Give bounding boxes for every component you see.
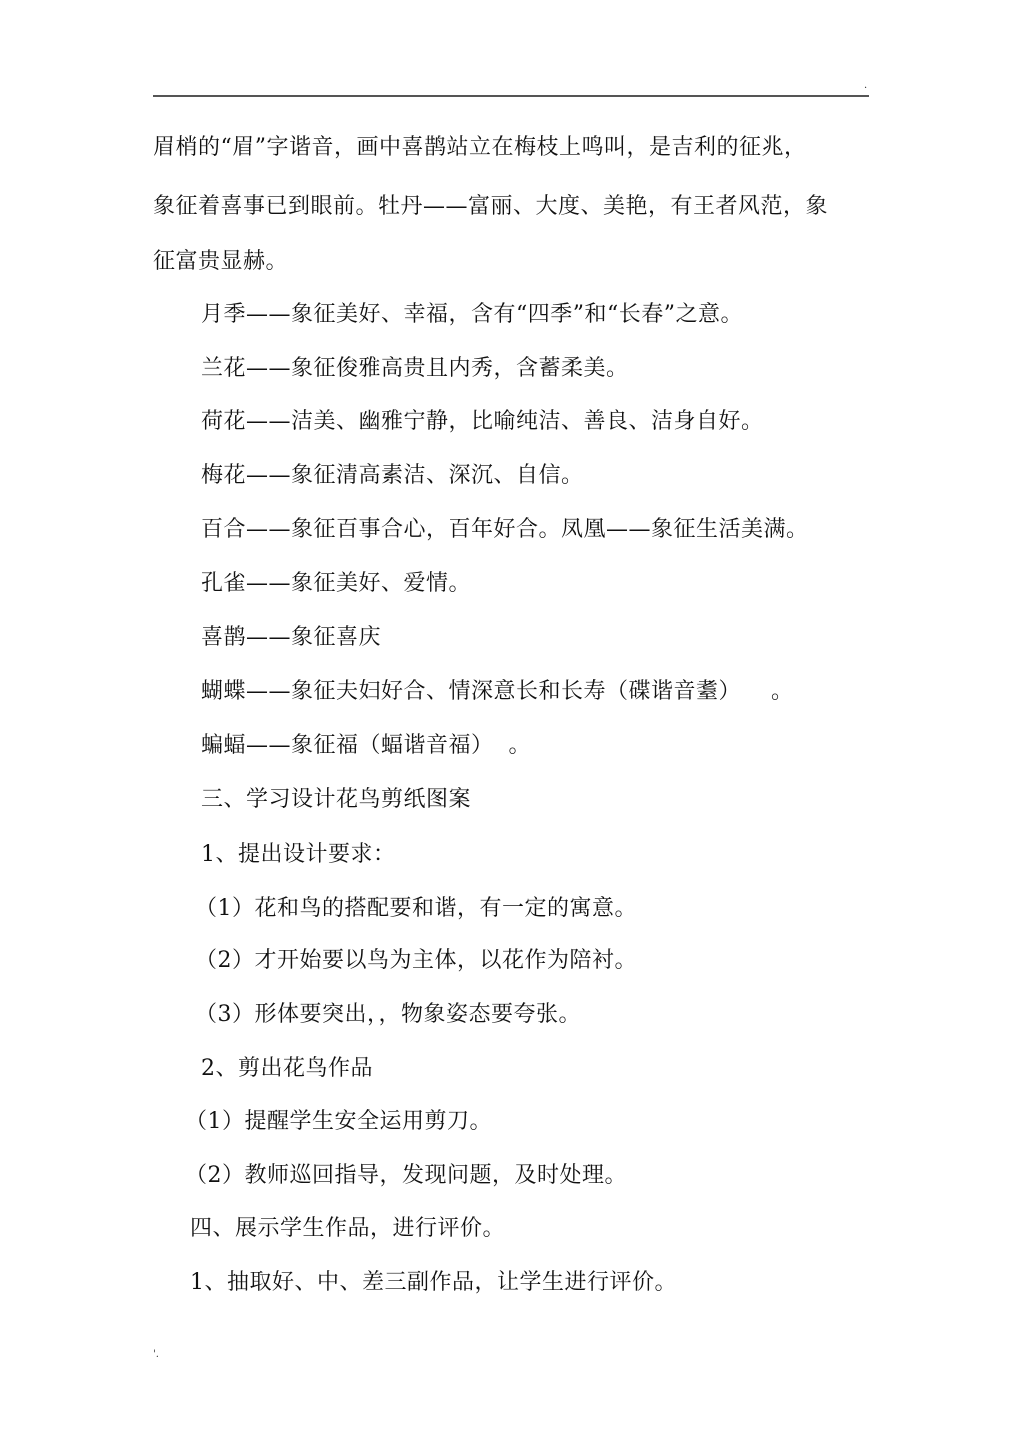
symbol-line: 孔雀——象征美好、爱情。 bbox=[201, 571, 472, 596]
step-one-title: 1、提出设计要求： bbox=[201, 842, 396, 867]
symbol-line: 蝙蝠——象征福（蝠谐音福） 。 bbox=[201, 733, 531, 758]
evaluation-step: 1、抽取好、中、差三副作品，让学生进行评价。 bbox=[190, 1270, 677, 1295]
corner-mark-top: · bbox=[864, 83, 868, 94]
paragraph-intro-line: 征富贵显赫。 bbox=[153, 249, 289, 274]
symbol-line: 荷花——洁美、幽雅宁静，比喻纯洁、善良、洁身自好。 bbox=[201, 409, 764, 434]
requirement-item: （3）形体要突出，，物象姿态要夸张。 bbox=[195, 1002, 581, 1027]
section-four-title: 四、展示学生作品，进行评价。 bbox=[190, 1216, 506, 1241]
symbol-line: 喜鹊——象征喜庆 bbox=[201, 625, 382, 650]
header-rule bbox=[153, 95, 869, 97]
cutting-item: （2）教师巡回指导，发现问题，及时处理。 bbox=[185, 1163, 627, 1188]
cutting-item: （1）提醒学生安全运用剪刀。 bbox=[185, 1109, 492, 1134]
symbol-line: 蝴蝶——象征夫妇好合、情深意长和长寿（碟谐音耋） 。 bbox=[201, 679, 794, 704]
step-two-title: 2、剪出花鸟作品 bbox=[201, 1056, 373, 1081]
requirement-item: （2）才开始要以鸟为主体，以花作为陪衬。 bbox=[195, 948, 637, 973]
symbol-line: 月季——象征美好、幸福，含有“四季”和“长春”之意。 bbox=[201, 302, 743, 327]
symbol-line: 兰花——象征俊雅高贵且内秀，含蓄柔美。 bbox=[201, 356, 629, 381]
corner-mark-bottom: '. bbox=[153, 1349, 159, 1360]
paragraph-intro-line: 象征着喜事已到眼前。牡丹——富丽、大度、美艳，有王者风范，象 bbox=[153, 194, 829, 219]
requirement-item: （1）花和鸟的搭配要和谐，有一定的寓意。 bbox=[195, 896, 637, 921]
symbol-line: 梅花——象征清高素洁、深沉、自信。 bbox=[201, 463, 584, 488]
symbol-line: 百合——象征百事合心，百年好合。凤凰——象征生活美满。 bbox=[201, 517, 809, 542]
section-three-title: 三、学习设计花鸟剪纸图案 bbox=[201, 787, 472, 812]
paragraph-intro-line: 眉梢的“眉”字谐音，画中喜鹊站立在梅枝上鸣叫，是吉利的征兆， bbox=[153, 135, 807, 160]
